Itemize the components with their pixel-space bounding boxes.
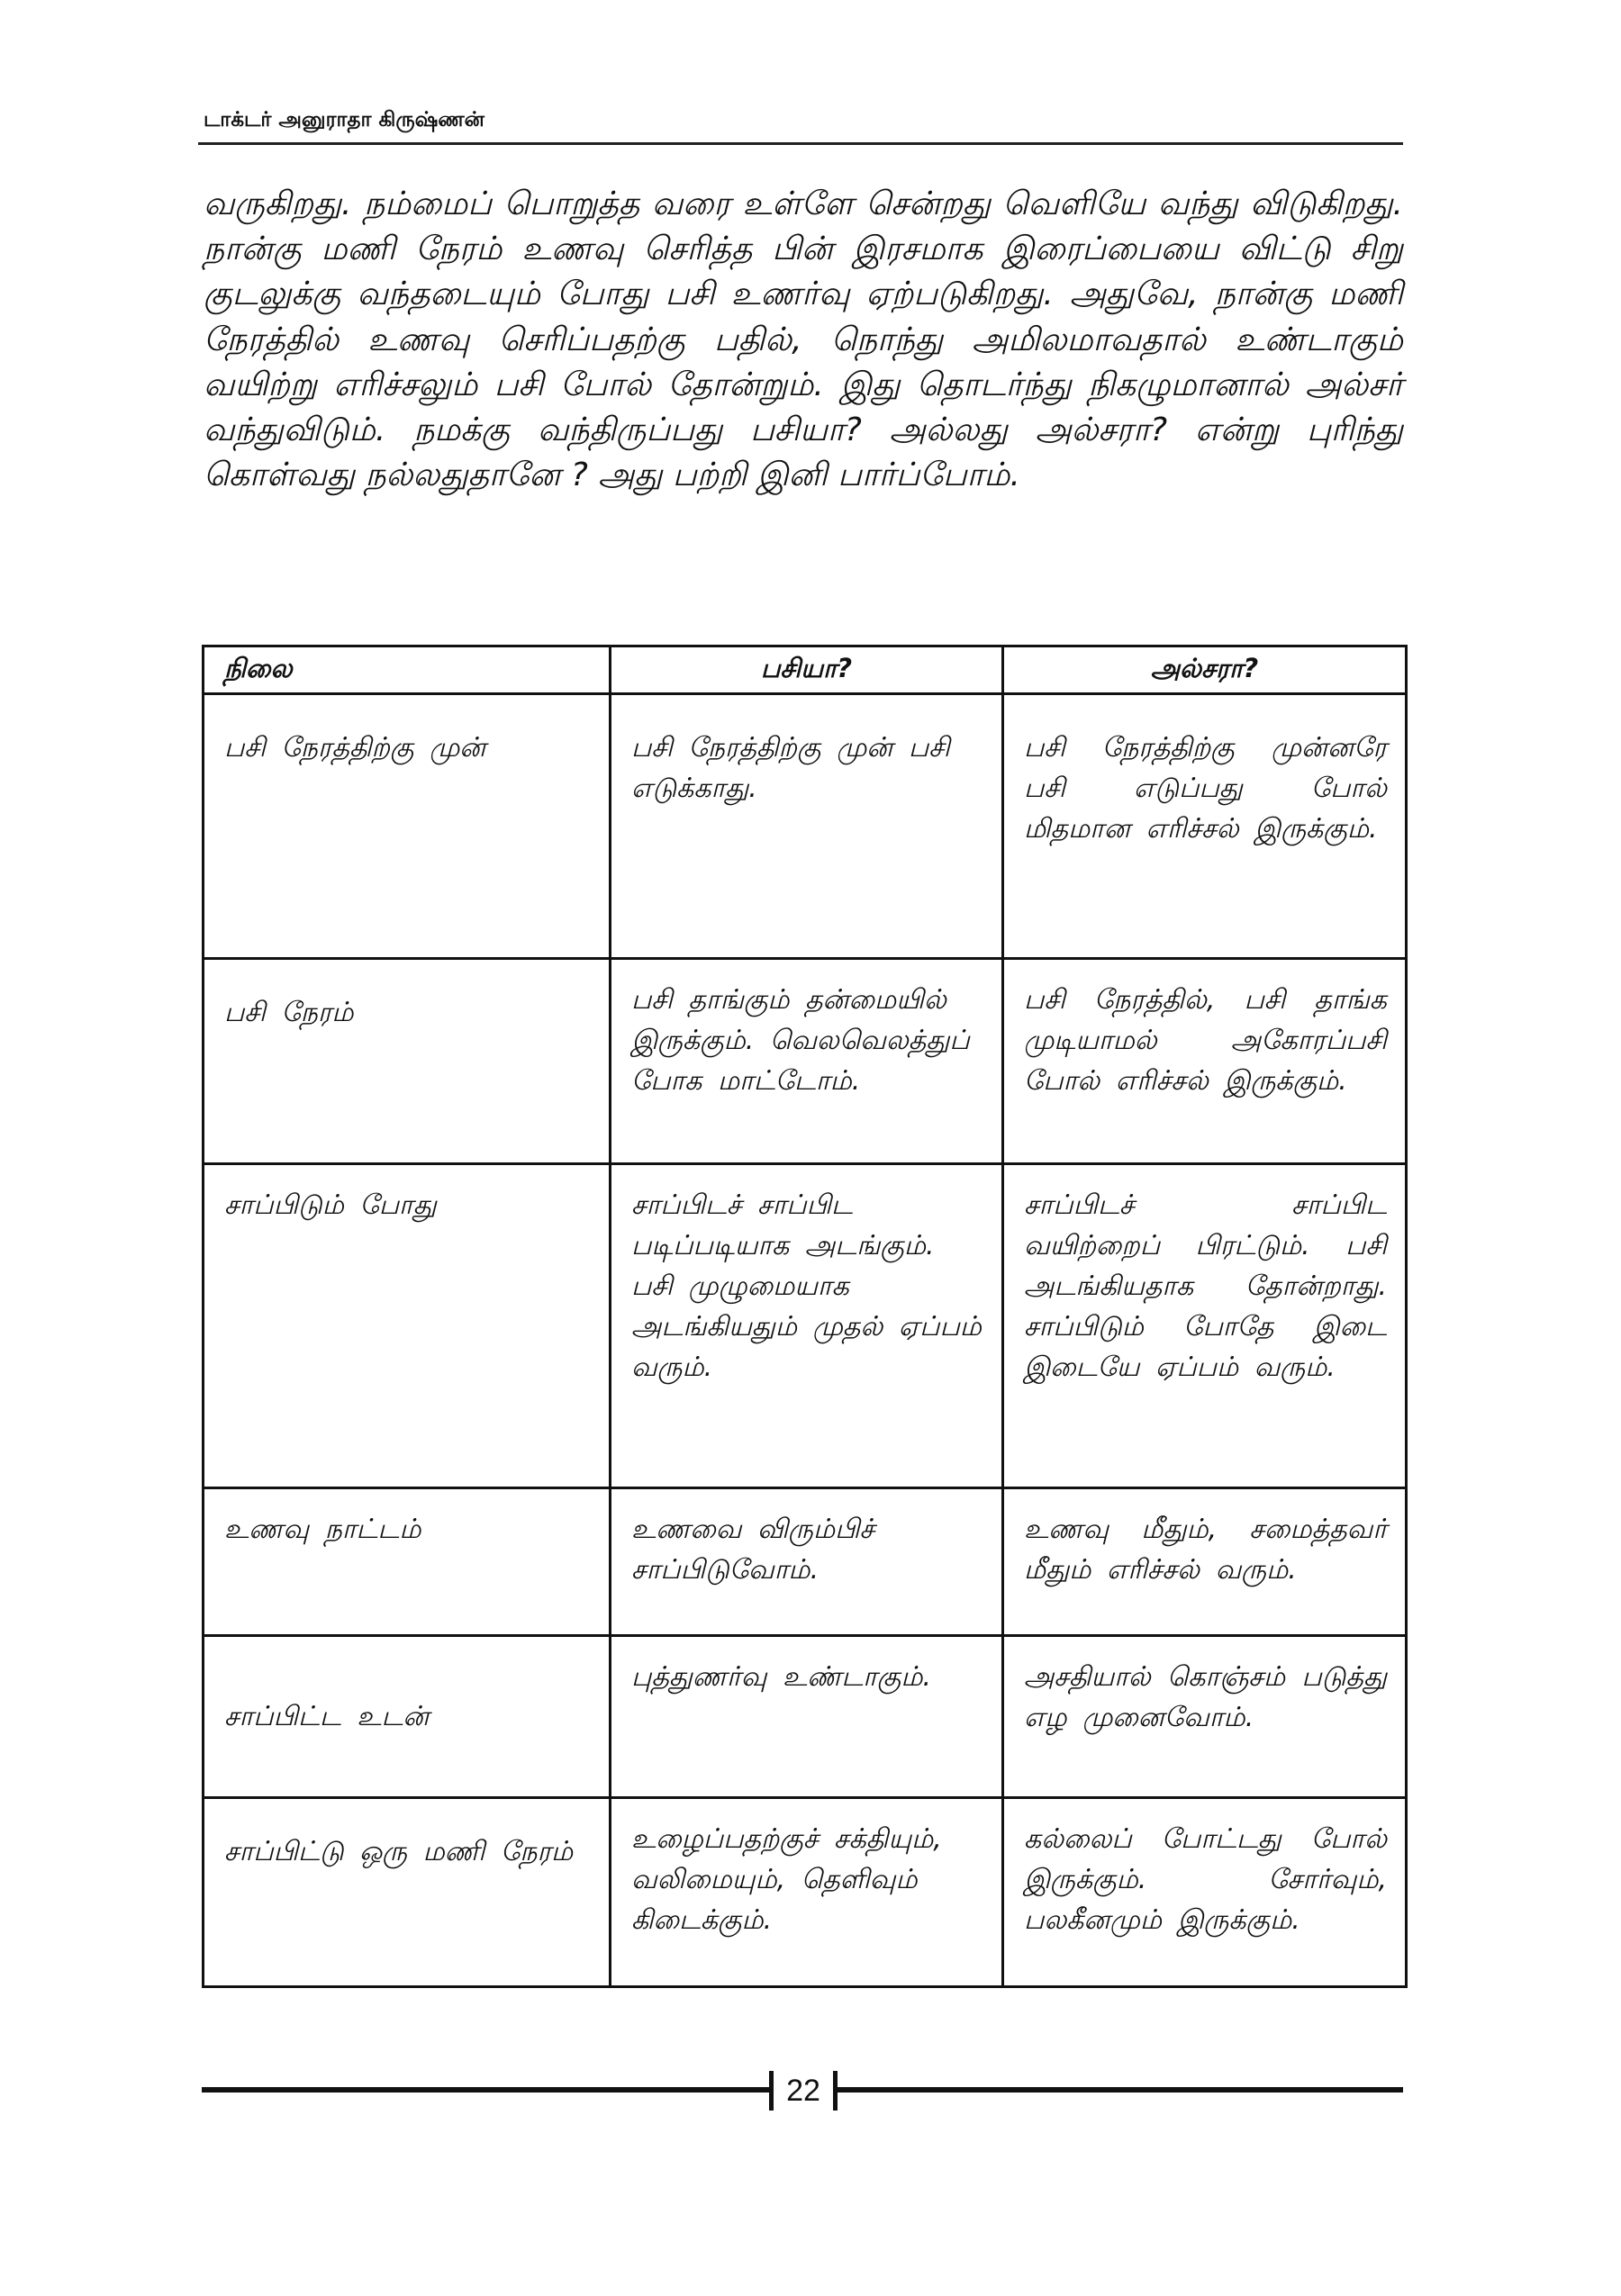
header-ulcer: அல்சரா?: [1003, 646, 1407, 694]
table-row: [204, 1798, 1407, 1987]
ulcer-cell: சாப்பிடச் சாப்பிட வயிற்றைப் பிரட்டும். பசி அடங்கியதாக தோன்றாது. சாப்பிடும் போதே இடை இடையே ஏப்பம் வரும்.: [1003, 1164, 1407, 1488]
stage-cell: உணவு நாட்டம்: [204, 1488, 611, 1636]
table-row: [204, 1488, 1407, 1636]
header-stage: நிலை: [204, 646, 611, 694]
body-paragraph: வருகிறது. நம்மைப் பொறுத்த வரை உள்ளே சென்றது வெளியே வந்து விடுகிறது. நான்கு மணி நேரம் உணவு செரித்த பின் இரசமாக இரைப்பையை விட்டு சிறு குடலுக்கு வந்தடையும் போது பசி உணர்வு ஏற்படுகிறது. அதுவே, நான்கு மணி நேரத்தில் உணவு செரிப்பதற்கு பதில், நொந்து அமிலமாவதால் உண்டாகும் வயிற்று எரிச்சலும் பசி போல் தோன்றும். இது தொடர்ந்து நிகழுமானால் அல்சர் வந்துவிடும். நமக்கு வந்திருப்பது பசியா? அல்லது அல்சரா? என்று புரிந்து கொள்வது நல்லதுதானே ? அது பற்றி இனி பார்ப்போம்.: [204, 185, 1403, 494]
stage-cell: சாப்பிட்ட உடன்: [204, 1636, 611, 1798]
header-rule: [198, 142, 1403, 145]
table-row: [204, 1636, 1407, 1798]
hunger-cell: உணவை விரும்பிச் சாப்பிடுவோம்.: [611, 1488, 1003, 1636]
hunger-cell: பசி தாங்கும் தன்மையில் இருக்கும். வெலவெலத்துப் போக மாட்டோம்.: [611, 959, 1003, 1164]
footer-rule-left: [202, 2087, 769, 2093]
page-number: 22: [786, 2074, 820, 2108]
table-row: [204, 959, 1407, 1164]
stage-cell: சாப்பிடும் போது: [204, 1164, 611, 1488]
running-header: டாக்டர் அனுராதா கிருஷ்ணன்: [204, 108, 484, 131]
ulcer-cell: அசதியால் கொஞ்சம் படுத்து எழ முனைவோம்.: [1003, 1636, 1407, 1798]
table-row: [204, 694, 1407, 959]
footer-rule-right: [838, 2087, 1403, 2093]
hunger-cell: சாப்பிடச் சாப்பிட படிப்படியாக அடங்கும். பசி முழுமையாக அடங்கியதும் முதல் ஏப்பம் வரும்.: [611, 1164, 1003, 1488]
ulcer-cell: உணவு மீதும், சமைத்தவர் மீதும் எரிச்சல் வரும்.: [1003, 1488, 1407, 1636]
hunger-cell: புத்துணர்வு உண்டாகும்.: [611, 1636, 1003, 1798]
table-row: [204, 1164, 1407, 1488]
ulcer-cell: கல்லைப் போட்டது போல் இருக்கும். சோர்வும், பலகீனமும் இருக்கும்.: [1003, 1798, 1407, 1987]
comparison-table: [202, 645, 1408, 1988]
ulcer-cell: பசி நேரத்தில், பசி தாங்க முடியாமல் அகோரப்பசி போல் எரிச்சல் இருக்கும்.: [1003, 959, 1407, 1164]
stage-cell: பசி நேரம்: [204, 959, 611, 1164]
hunger-cell: உழைப்பதற்குச் சக்தியும், வலிமையும், தெளிவும் கிடைக்கும்.: [611, 1798, 1003, 1987]
stage-cell: சாப்பிட்டு ஒரு மணி நேரம்: [204, 1798, 611, 1987]
hunger-cell: பசி நேரத்திற்கு முன் பசி எடுக்காது.: [611, 694, 1003, 959]
table-header-row: [204, 646, 1407, 694]
header-hunger: பசியா?: [611, 646, 1003, 694]
ulcer-cell: பசி நேரத்திற்கு முன்னரே பசி எடுப்பது போல் மிதமான எரிச்சல் இருக்கும்.: [1003, 694, 1407, 959]
stage-cell: பசி நேரத்திற்கு முன்: [204, 694, 611, 959]
